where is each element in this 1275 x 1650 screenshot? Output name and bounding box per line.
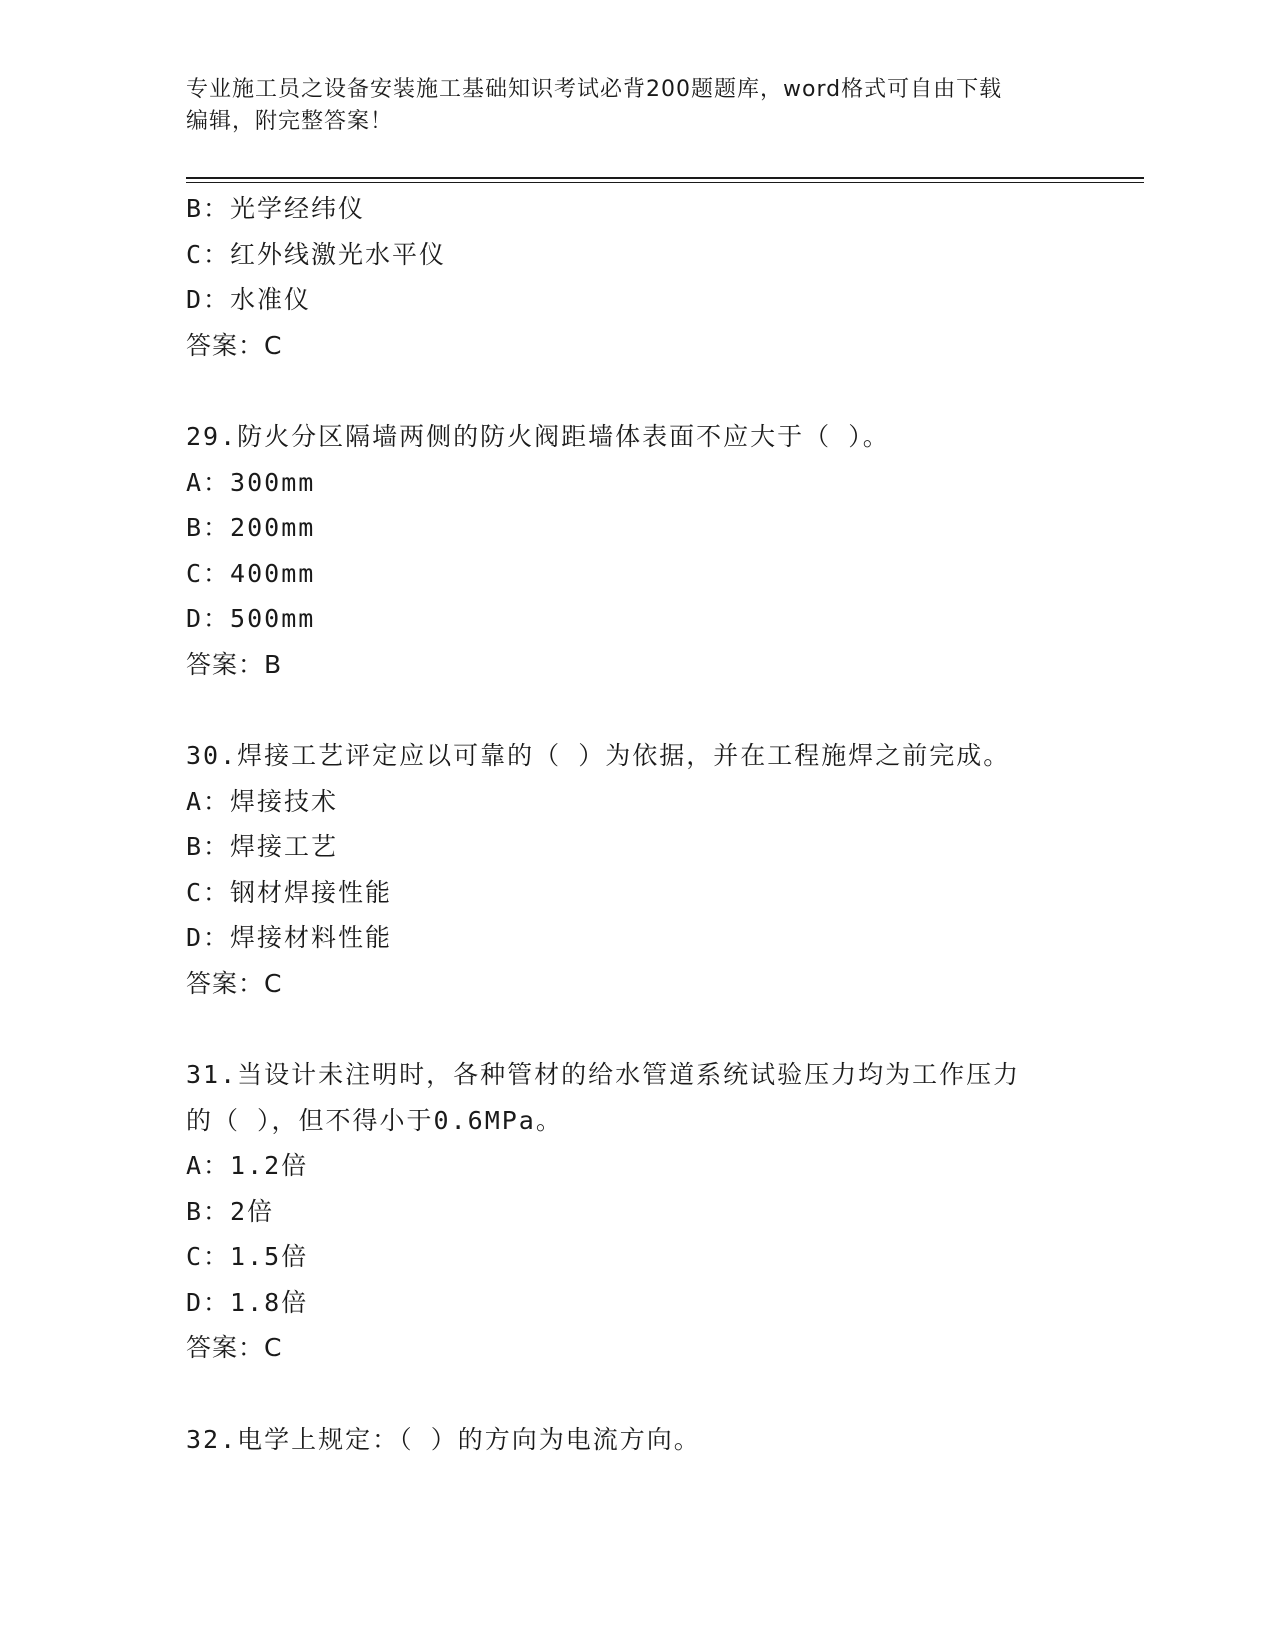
question-text: 29.防火分区隔墙两侧的防火阀距墙体表面不应大于（ ）。 [186, 422, 890, 451]
option-d: D：500mm [186, 604, 316, 633]
answer: 答案：B [186, 649, 283, 679]
question-29 [186, 414, 1126, 687]
header-line-1: 专业施工员之设备安装施工基础知识考试必背200题题库，word格式可自由下载 [186, 77, 1003, 102]
option-b: B：焊接工艺 [186, 832, 339, 861]
answer: 答案：C [186, 1333, 283, 1362]
question-32 [186, 1417, 1126, 1463]
question-28 [186, 186, 1126, 368]
header-divider-thick [186, 177, 1144, 179]
answer: 答案：C [186, 330, 283, 360]
option-b: B：2倍 [186, 1196, 275, 1226]
spacer [186, 687, 1126, 733]
spacer [186, 1371, 1126, 1417]
option-c: C：红外线激光水平仪 [186, 239, 447, 269]
option-c: C：1.5倍 [186, 1242, 309, 1271]
question-text-line-1: 31.当设计未注明时，各种管材的给水管道系统试验压力均为工作压力 [186, 1060, 1021, 1089]
option-b: B：光学经纬仪 [186, 194, 366, 223]
header-divider-thin [186, 182, 1144, 183]
option-a: A：300mm [186, 467, 316, 497]
question-text-line-2: 的（ ），但不得小于0.6MPa。 [186, 1105, 563, 1135]
option-c: C：钢材焊接性能 [186, 877, 393, 907]
option-d: D：焊接材料性能 [186, 923, 393, 952]
header-line-2: 编辑，附完整答案！ [186, 109, 394, 134]
option-c: C：400mm [186, 558, 316, 588]
spacer [186, 368, 1126, 414]
question-30 [186, 733, 1126, 1006]
option-d: D：1.8倍 [186, 1287, 309, 1317]
option-a: A：焊接技术 [186, 786, 339, 816]
option-b: B：200mm [186, 513, 316, 542]
answer: 答案：C [186, 968, 283, 998]
document-header [186, 74, 1086, 138]
spacer [186, 1006, 1126, 1052]
question-list [186, 186, 1126, 1462]
question-text: 32.电学上规定：（ ）的方向为电流方向。 [186, 1424, 701, 1454]
question-text: 30.焊接工艺评定应以可靠的（ ）为依据，并在工程施焊之前完成。 [186, 741, 1011, 770]
option-a: A：1.2倍 [186, 1151, 309, 1180]
question-31 [186, 1052, 1126, 1371]
option-d: D：水准仪 [186, 285, 312, 314]
